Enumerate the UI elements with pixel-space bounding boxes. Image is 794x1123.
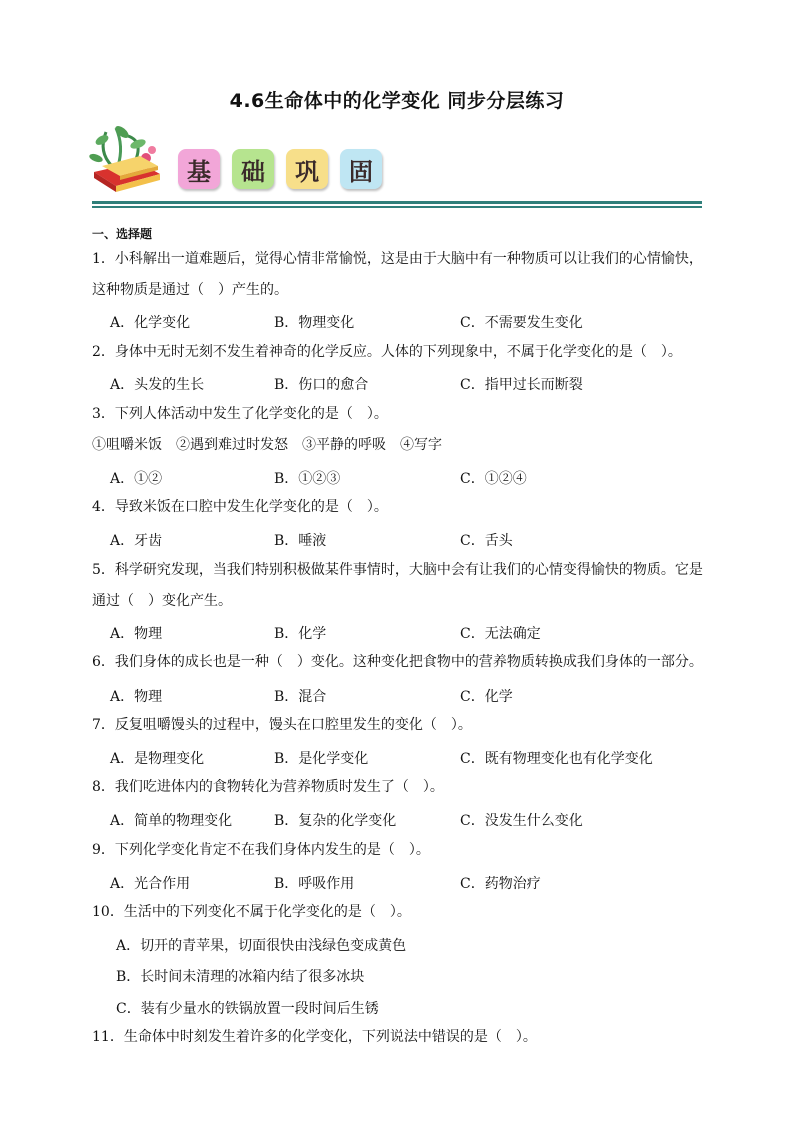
q6-option-b: B．混合 — [274, 689, 327, 705]
q8-option-b: B．复杂的化学变化 — [274, 813, 397, 829]
question-11: 11．生命体中时刻发生着许多的化学变化，下列说法中错误的是（ ）。 — [92, 1029, 537, 1045]
section-title: 一、选择题 — [92, 227, 153, 241]
q3-option-c: C．①②④ — [460, 471, 527, 487]
question-5: 5．科学研究发现，当我们特别积极做某件事情时，大脑中会有让我们的心情变得愉快的物质。它是通过（ ）变化产生。 — [92, 562, 703, 609]
banner-char-3: 巩 — [286, 149, 328, 189]
q4-option-c: C．舌头 — [460, 533, 513, 549]
q6-option-c: C．化学 — [460, 689, 513, 705]
question-6: 6．我们身体的成长也是一种（ ）变化。这种变化把食物中的营养物质转换成我们身体的一部分。 — [92, 654, 703, 670]
q10-option-a: A．切开的青苹果，切面很快由浅绿色变成黄色 — [116, 938, 407, 954]
q2-option-b: B．伤口的愈合 — [274, 377, 369, 393]
q5-option-c: C．无法确定 — [460, 626, 541, 642]
q7-option-b: B．是化学变化 — [274, 751, 369, 767]
q1-option-c: C．不需要发生变化 — [460, 315, 583, 331]
banner-divider-thin — [92, 206, 702, 208]
banner-char-4: 固 — [340, 149, 382, 189]
q3-option-b: B．①②③ — [274, 471, 341, 487]
question-7: 7．反复咀嚼馒头的过程中，馒头在口腔里发生的变化（ ）。 — [92, 717, 472, 733]
question-9: 9．下列化学变化肯定不在我们身体内发生的是（ ）。 — [92, 842, 430, 858]
q7-option-c: C．既有物理变化也有化学变化 — [460, 751, 653, 767]
question-3-items: ①咀嚼米饭 ②遇到难过时发怒 ③平静的呼吸 ④写字 — [92, 437, 442, 453]
question-4: 4．导致米饭在口腔中发生化学变化的是（ ）。 — [92, 499, 388, 515]
question-10: 10．生活中的下列变化不属于化学变化的是（ ）。 — [92, 904, 411, 920]
q9-option-b: B．呼吸作用 — [274, 876, 355, 892]
q1-option-a: A．化学变化 — [110, 315, 191, 331]
q6-option-a: A．物理 — [110, 689, 163, 705]
question-8: 8．我们吃进体内的食物转化为营养物质时发生了（ ）。 — [92, 779, 444, 795]
q2-option-a: A．头发的生长 — [110, 377, 205, 393]
q8-option-a: A．简单的物理变化 — [110, 813, 233, 829]
question-1: 1．小科解出一道难题后，觉得心情非常愉悦，这是由于大脑中有一种物质可以让我们的心情愉快，这种物质是通过（ ）产生的。 — [92, 251, 703, 298]
q7-option-a: A．是物理变化 — [110, 751, 205, 767]
q4-option-a: A．牙齿 — [110, 533, 163, 549]
q2-option-c: C．指甲过长而断裂 — [460, 377, 583, 393]
q3-option-a: A．①② — [110, 471, 163, 487]
q10-option-c: C．装有少量水的铁锅放置一段时间后生锈 — [116, 1001, 379, 1017]
question-3: 3．下列人体活动中发生了化学变化的是（ ）。 — [92, 406, 388, 422]
banner-char-2: 础 — [232, 149, 274, 189]
q9-option-a: A．光合作用 — [110, 876, 191, 892]
q5-option-a: A．物理 — [110, 626, 163, 642]
q4-option-b: B．唾液 — [274, 533, 327, 549]
question-2: 2．身体中无时无刻不发生着神奇的化学反应。人体的下列现象中，不属于化学变化的是（ ）。 — [92, 344, 682, 360]
q9-option-c: C．药物治疗 — [460, 876, 541, 892]
banner-char-1: 基 — [178, 149, 220, 189]
q1-option-b: B．物理变化 — [274, 315, 355, 331]
books-icon — [94, 156, 160, 192]
page-title: 4.6生命体中的化学变化 同步分层练习 — [229, 90, 565, 112]
banner-divider — [92, 201, 702, 204]
q8-option-c: C．没发生什么变化 — [460, 813, 583, 829]
q10-option-b: B．长时间未清理的冰箱内结了很多冰块 — [116, 969, 365, 985]
q5-option-b: B．化学 — [274, 626, 327, 642]
